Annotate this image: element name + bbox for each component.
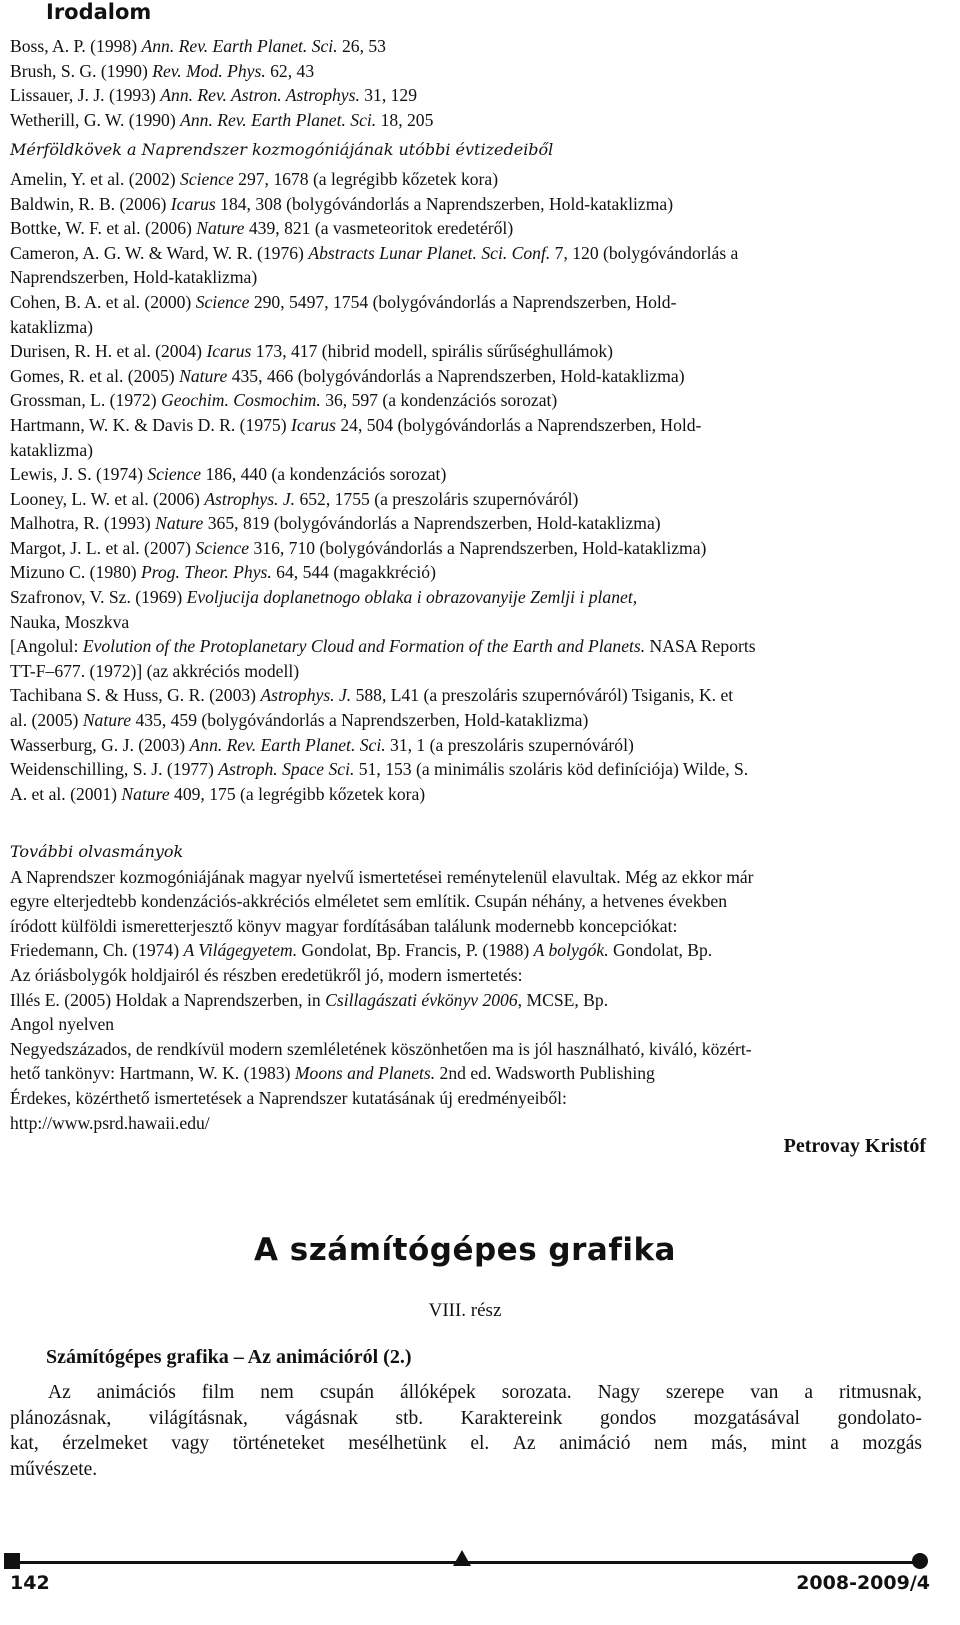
further-reading-heading: További olvasmányok — [10, 842, 184, 861]
body-word: Az — [48, 1382, 71, 1403]
page-number: 142 — [10, 1572, 50, 1594]
reference-journal: Geochim. Cosmochim. — [161, 390, 321, 411]
reference-text: Tachibana S. & Huss, G. R. (2003) — [10, 685, 261, 706]
reference-entry — [10, 290, 945, 315]
reference-entry — [10, 34, 945, 59]
reference-journal: Science — [195, 537, 250, 558]
reference-text: 186, 440 (a kondenzációs sorozat) — [201, 464, 447, 485]
reference-text: 18, 205 — [376, 109, 434, 130]
reference-journal: Astrophys. J. — [204, 488, 296, 509]
reference-text: Gondolat, Bp. — [608, 940, 713, 961]
body-word: ritmusnak, — [839, 1382, 922, 1403]
further-reading-line — [10, 1111, 945, 1136]
reference-text: 26, 53 — [337, 36, 386, 56]
reference-entry — [10, 339, 945, 364]
body-line — [10, 1380, 922, 1406]
reference-text: Gondolat, Bp. Francis, P. (1988) — [297, 940, 534, 961]
further-reading-line — [10, 865, 945, 890]
body-word: mint — [770, 1433, 807, 1454]
body-word: gondos — [599, 1407, 657, 1429]
reference-journal: Icarus — [170, 193, 216, 214]
body-word: plánozásnak, — [10, 1407, 112, 1429]
reference-text: 62, 43 — [265, 60, 315, 81]
reference-text: Gomes, R. et al. (2005) — [10, 365, 180, 386]
reference-journal: Astroph. Space Sci. — [218, 759, 355, 780]
body-word: más, — [711, 1433, 748, 1454]
reference-text: Mizuno C. (1980) — [10, 562, 141, 583]
author-name: Petrovay Kristóf — [783, 1135, 926, 1157]
reference-text: Margot, J. L. et al. (2007) — [10, 537, 196, 558]
body-word: mozgás — [862, 1433, 922, 1454]
body-line — [10, 1431, 922, 1457]
reference-text: Looney, L. W. et al. (2006) — [10, 488, 205, 509]
body-word: vágásnak — [285, 1407, 358, 1429]
reference-journal: Nature — [82, 710, 132, 731]
body-word: világításnak, — [148, 1407, 248, 1429]
reference-entry — [10, 413, 945, 438]
body-word: animáció — [559, 1433, 631, 1454]
reference-entry — [10, 388, 945, 413]
reference-text: 365, 819 (bolygóvándorlás a Naprendszerben, Hold-kataklizma) — [203, 513, 661, 534]
section-title: Számítógépes grafika – Az animációról (2.) — [46, 1346, 412, 1368]
reference-journal: Evolution of the Protoplanetary Cloud and Formation of the Earth and Planets. — [82, 636, 646, 657]
reference-entry — [10, 733, 945, 758]
reference-text: Wasserburg, G. J. (2003) — [10, 734, 190, 755]
further-reading-line — [10, 889, 945, 914]
body-word: film — [201, 1382, 235, 1403]
reference-text: Wetherill, G. W. (1990) — [10, 109, 181, 130]
body-line — [10, 1406, 922, 1432]
body-word: nem — [260, 1382, 294, 1403]
reference-text: íródott külföldi ismeretterjesztő könyv magyar fordításában találunk modernebb koncepciókat: — [10, 915, 678, 936]
body-word: stb. — [395, 1407, 424, 1429]
body-text — [10, 1380, 922, 1482]
reference-text: 588, L41 (a preszoláris szupernóváról) Tsiganis, K. et — [351, 685, 734, 706]
reference-text: 184, 308 (bolygóvándorlás a Naprendszerben, Hold-kataklizma) — [215, 193, 674, 214]
reference-text: Brush, S. G. (1990) — [10, 60, 153, 81]
body-word: a — [804, 1382, 814, 1403]
reference-text: al. (2005) — [10, 710, 83, 731]
body-word: állóképek — [399, 1382, 476, 1403]
reference-journal: Icarus — [206, 341, 252, 362]
reference-entry — [10, 659, 945, 684]
body-line: művészete. — [10, 1458, 98, 1480]
reference-journal: Science — [180, 168, 234, 189]
reference-journal: Science — [195, 291, 250, 312]
reference-text: Cameron, A. G. W. & Ward, W. R. (1976) — [10, 242, 309, 263]
reference-text: Az óriásbolygók holdjairól és részben eredetükről jó, modern ismertetés: — [10, 964, 523, 985]
reference-text: Illés E. (2005) Holdak a Naprendszerben, in — [10, 989, 326, 1010]
reference-text: 435, 466 (bolygóvándorlás a Naprendszerben, Hold-kataklizma) — [227, 365, 685, 386]
reference-text: , MCSE, Bp. — [517, 989, 609, 1010]
body-word: kat, — [10, 1433, 39, 1454]
reference-text: 2nd ed. Wadsworth Publishing — [435, 1063, 655, 1084]
reference-text: 409, 175 (a legrégibb kőzetek kora) — [169, 783, 426, 804]
body-word: szerepe — [665, 1382, 725, 1403]
reference-entry — [10, 83, 945, 108]
reference-journal: Moons and Planets. — [294, 1063, 436, 1084]
reference-entry — [10, 167, 945, 192]
reference-text: 173, 417 (hibrid modell, spirális sűrűséghullámok) — [251, 341, 614, 362]
body-word: el. — [470, 1433, 490, 1454]
reference-entry — [10, 610, 945, 635]
reference-entry — [10, 511, 945, 536]
body-word: van — [750, 1382, 779, 1403]
article-title: A számítógépes grafika — [254, 1232, 676, 1268]
body-word: a — [830, 1433, 839, 1454]
reference-text: A Naprendszer kozmogóniájának magyar nyelvű ismertetései reménytelenül elavultak. Még az ekkor már — [10, 866, 754, 887]
reference-text: NASA Reports — [645, 636, 756, 657]
further-reading-line — [10, 1086, 945, 1111]
further-reading-line — [10, 1037, 945, 1062]
body-word: vagy — [171, 1433, 210, 1454]
reference-text: 7, 120 (bolygóvándorlás a — [550, 242, 739, 263]
reference-text: egyre elterjedtebb kondenzációs-akkréciós elméletet sem említik. Csupán néhány, a hetvenes években — [10, 891, 727, 912]
reference-text: Érdekes, közérthető ismertetések a Naprendszer kutatásának új eredményeiből: — [10, 1087, 567, 1108]
part-label: VIII. rész — [428, 1300, 502, 1321]
references-heading: Irodalom — [46, 0, 152, 24]
reference-journal: Prog. Theor. Phys. — [140, 562, 272, 583]
further-reading — [10, 840, 945, 1135]
further-reading-line — [10, 1061, 945, 1086]
body-word: Az — [512, 1433, 536, 1454]
body-word: animációs — [96, 1382, 176, 1403]
milestones-subheading: Mérföldkövek a Naprendszer kozmogóniájának utóbbi évtizedeiből — [10, 140, 554, 160]
reference-text: 31, 129 — [359, 85, 418, 106]
reference-journal: Evoljucija doplanetnogo oblaka i obrazovanyije Zemlji i planet, — [186, 587, 638, 608]
reference-text: Boss, A. P. (1998) — [10, 36, 142, 56]
reference-journal: Ann. Rev. Earth Planet. Sci. — [189, 734, 386, 755]
further-reading-line — [10, 914, 945, 939]
reference-entry — [10, 438, 945, 463]
reference-entry — [10, 782, 945, 807]
reference-text: 652, 1755 (a preszoláris szupernóváról) — [295, 488, 579, 509]
reference-text: Amelin, Y. et al. (2002) — [10, 168, 181, 189]
reference-entry — [10, 683, 945, 708]
body-word: érzelmeket — [62, 1433, 148, 1454]
reference-entry — [10, 108, 945, 133]
body-word: Karaktereink — [460, 1407, 563, 1429]
reference-text: Negyedszázados, de rendkívül modern szemléletének köszönhetően ma is jól használható, kiváló, közért- — [10, 1038, 752, 1059]
reference-text: http://www.psrd.hawaii.edu/ — [10, 1112, 210, 1133]
reference-text: Baldwin, R. B. (2006) — [10, 193, 171, 214]
reference-text: Naprendszerben, Hold-kataklizma) — [10, 267, 258, 288]
reference-text: hető tankönyv: Hartmann, W. K. (1983) — [10, 1063, 295, 1084]
reference-entry — [10, 585, 945, 610]
reference-text: 297, 1678 (a legrégibb kőzetek kora) — [233, 168, 499, 189]
reference-journal: Icarus — [290, 414, 336, 435]
reference-journal: Abstracts Lunar Planet. Sci. Conf. — [308, 242, 551, 263]
reference-text: Friedemann, Ch. (1974) — [10, 940, 184, 961]
body-word: mesélhetünk — [348, 1433, 447, 1454]
reference-text: Hartmann, W. K. & Davis D. R. (1975) — [10, 414, 291, 435]
reference-text: 51, 153 (a minimális szoláris köd definíciója) Wilde, S. — [354, 759, 749, 780]
reference-journal: Nature — [196, 218, 245, 239]
reference-journal: Ann. Rev. Astron. Astrophys. — [160, 85, 360, 106]
reference-journal: A bolygók. — [533, 940, 609, 961]
reference-text: Grossman, L. (1972) — [10, 390, 161, 411]
reference-journal: Nature — [121, 783, 170, 804]
reference-text: 31, 1 (a preszoláris szupernóváról) — [385, 734, 634, 755]
reference-text: Cohen, B. A. et al. (2000) — [10, 291, 196, 312]
body-word: sorozata. — [501, 1382, 572, 1403]
reference-entry — [10, 536, 945, 561]
further-reading-line — [10, 963, 945, 988]
reference-entry — [10, 487, 945, 512]
reference-text: 435, 459 (bolygóvándorlás a Naprendszerben, Hold-kataklizma) — [131, 710, 589, 731]
reference-entry — [10, 192, 945, 217]
reference-list — [10, 34, 945, 806]
reference-text: A. et al. (2001) — [10, 783, 122, 804]
further-reading-line — [10, 1012, 945, 1037]
reference-journal: Csillagászati évkönyv 2006 — [325, 989, 518, 1010]
reference-text: Malhotra, R. (1993) — [10, 513, 156, 534]
body-word: gondolato- — [837, 1407, 922, 1429]
reference-entry — [10, 241, 945, 266]
further-reading-line — [10, 988, 945, 1013]
reference-text: [Angolul: — [10, 636, 83, 657]
reference-entry — [10, 560, 945, 585]
reference-journal: Ann. Rev. Earth Planet. Sci. — [180, 109, 377, 130]
reference-entry — [10, 757, 945, 782]
reference-entry — [10, 59, 945, 84]
footer-rule — [10, 1561, 922, 1564]
reference-journal: Rev. Mod. Phys. — [152, 60, 266, 81]
reference-entry — [10, 364, 945, 389]
reference-text: Weidenschilling, S. J. (1977) — [10, 759, 219, 780]
reference-entry — [10, 315, 945, 340]
reference-journal: Astrophys. J. — [260, 685, 352, 706]
reference-text: 36, 597 (a kondenzációs sorozat) — [320, 390, 558, 411]
reference-text: kataklizma) — [10, 439, 94, 460]
reference-journal: Ann. Rev. Earth Planet. Sci. — [141, 36, 338, 56]
reference-text: Lissauer, J. J. (1993) — [10, 85, 161, 106]
reference-text: Durisen, R. H. et al. (2004) — [10, 341, 207, 362]
reference-text: Szafronov, V. Sz. (1969) — [10, 587, 187, 608]
body-word: nem — [654, 1433, 688, 1454]
reference-entry — [10, 216, 945, 241]
reference-text: TT-F–677. (1972)] (az akkréciós modell) — [10, 660, 300, 681]
reference-text: 290, 5497, 1754 (bolygóvándorlás a Naprendszerben, Hold- — [249, 291, 677, 312]
reference-text: Bottke, W. F. et al. (2006) — [10, 218, 197, 239]
reference-entry — [10, 634, 945, 659]
reference-text: Angol nyelven — [10, 1014, 115, 1035]
reference-journal: Nature — [179, 365, 228, 386]
reference-text: 64, 544 (magakkréció) — [271, 562, 436, 583]
reference-text: 439, 821 (a vasmeteoritok eredetéről) — [244, 218, 514, 239]
body-word: Nagy — [597, 1382, 640, 1403]
issue-label: 2008-2009/4 — [796, 1572, 930, 1594]
reference-journal: A Világegyetem. — [183, 940, 298, 961]
reference-journal: Science — [147, 464, 202, 485]
reference-entry — [10, 265, 945, 290]
reference-text: 316, 710 (bolygóvándorlás a Naprendszerben, Hold-kataklizma) — [249, 537, 707, 558]
further-reading-line — [10, 938, 945, 963]
reference-text: kataklizma) — [10, 316, 94, 337]
reference-entry — [10, 462, 945, 487]
body-word: történeteket — [232, 1433, 325, 1454]
body-word: csupán — [319, 1382, 374, 1403]
reference-text: Nauka, Moszkva — [10, 611, 130, 632]
reference-text: 24, 504 (bolygóvándorlás a Naprendszerben, Hold- — [335, 414, 702, 435]
reference-entry — [10, 708, 945, 733]
body-word: mozgatásával — [693, 1407, 800, 1429]
reference-journal: Nature — [155, 513, 204, 534]
reference-text: Lewis, J. S. (1974) — [10, 464, 148, 485]
